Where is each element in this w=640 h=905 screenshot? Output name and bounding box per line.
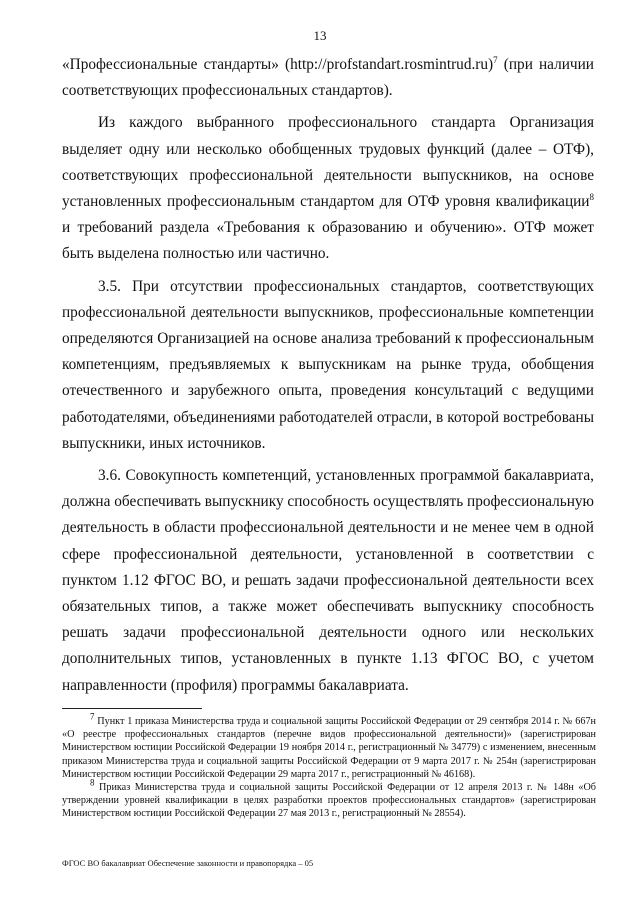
footnote-ref-7[interactable]: 7 (493, 54, 498, 65)
footnote-marker: 8 (90, 777, 95, 788)
footnote-8 (62, 777, 596, 821)
footnotes (62, 711, 596, 821)
footnote-ref-8[interactable]: 8 (589, 191, 594, 202)
paragraph-2 (62, 110, 594, 267)
paragraph-text: «Профессиональные стандарты» (http://profstandart.rosmintrud.ru) (62, 56, 494, 73)
paragraph-text: 3.5. При отсутствии профессиональных стандартов, соответствующих профессиональной деятельности выпускников, профессиональные компетенции определяются Организацией на основе анализа требований к профессиональным компетенциям, предъявляемых к выпускникам на рынке труда, обобщения отечественного и зарубежного опыта, проведения консультаций с ведущими работодателями, объединениями работодателей отрасли, в которой востребованы выпускники, иных источников. (62, 277, 594, 452)
paragraph-1 (62, 52, 594, 104)
paragraph-3-5 (62, 274, 594, 457)
footnote-text: Пункт 1 приказа Министерства труда и социальной защиты Российской Федерации от 29 сентября 2014 г. № 667н «О реестре профессиональных стандартов (перечне видов профессиональной деятельности)» (зарегистрирован Министерством юстиции Российской Федерации 19 ноября 2014 г., регистрационный № 34779) с изменением, внесенным приказом Министерства труда и социальной защиты Российской Федерации от 9 марта 2017 г. № 254н (зарегистрирован Министерством юстиции Российской Федерации 29 марта 2017 г., регистрационный № 46168). (62, 716, 596, 780)
body-text (62, 52, 594, 699)
footnote-text: Приказ Министерства труда и социальной защиты Российской Федерации от 12 апреля 2013 г. № 148н «Об утверждении уровней квалификации в целях разработки проектов профессиональных стандартов» (зарегистрирован Министерством юстиции Российской Федерации 27 мая 2013 г., регистрационный № 28554). (62, 782, 596, 820)
page-footer: ФГОС ВО бакалавриат Обеспечение законности и правопорядка – 05 (62, 858, 314, 868)
footnote-marker: 7 (90, 711, 95, 722)
paragraph-3-6 (62, 463, 594, 699)
footnote-divider (62, 708, 202, 709)
footnote-7 (62, 711, 596, 781)
page-number: 13 (313, 28, 327, 43)
paragraph-text: (при наличии соответствующих профессиональных стандартов). (62, 56, 594, 100)
paragraph-text: 3.6. Совокупность компетенций, установленных программой бакалавриата, должна обеспечивать выпускнику способность осуществлять профессиональную деятельность в области профессиональной деятельности и не менее чем в одной сфере профессиональной деятельности, установленной в соответствии с пунктом 1.12 ФГОС ВО, и решать задачи профессиональной деятельности всех обязательных типов, а также может обеспечивать выпускнику способность решать задачи профессиональной деятельности одного или нескольких дополнительных типов, установленных в пункте 1.13 ФГОС ВО, с учетом направленности (профиля) программы бакалавриата. (62, 467, 594, 694)
paragraph-text: и требований раздела «Требования к образованию и обучению». ОТФ может быть выделена полностью или частично. (62, 219, 594, 263)
paragraph-text: Из каждого выбранного профессионального стандарта Организация выделяет одну или несколько обобщенных трудовых функций (далее – ОТФ), соответствующих профессиональной деятельности выпускников, на основе установленных профессиональным стандартом для ОТФ уровня квалификации (62, 114, 594, 211)
